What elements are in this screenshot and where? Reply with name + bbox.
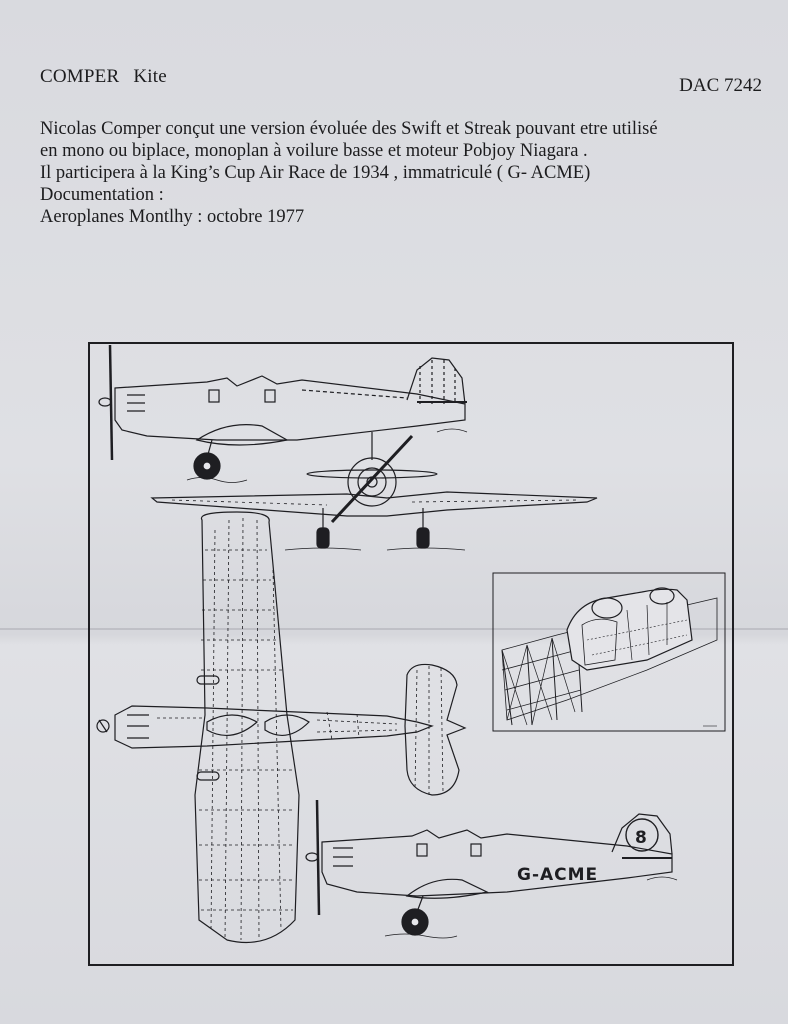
registration-marking: G-ACME [517, 865, 599, 885]
side-view-bottom [306, 800, 677, 938]
description-line: en mono ou biplace, monoplan à voilure basse et moteur Pobjoy Niagara . [40, 141, 588, 161]
document-title [40, 66, 167, 88]
front-view [152, 432, 597, 550]
document-reference: DAC 7242 [679, 75, 762, 96]
description-line: Documentation : [40, 185, 164, 205]
three-view-drawing [87, 340, 735, 968]
description-block [40, 118, 785, 228]
race-number: 8 [635, 828, 648, 848]
side-view-top [99, 345, 467, 483]
title-sub: Kite [133, 66, 167, 87]
description-line: Nicolas Comper conçut une version évoluée des Swift et Streak pouvant etre utilisé [40, 119, 658, 139]
description-line: Il participera à la King’s Cup Air Race de 1934 , immatriculé ( G- ACME) [40, 163, 591, 183]
structure-detail-illustration [493, 573, 725, 731]
description-line: Aeroplanes Montlhy : octobre 1977 [40, 207, 305, 227]
title-main: COMPER [40, 66, 120, 87]
plan-view [97, 512, 465, 943]
